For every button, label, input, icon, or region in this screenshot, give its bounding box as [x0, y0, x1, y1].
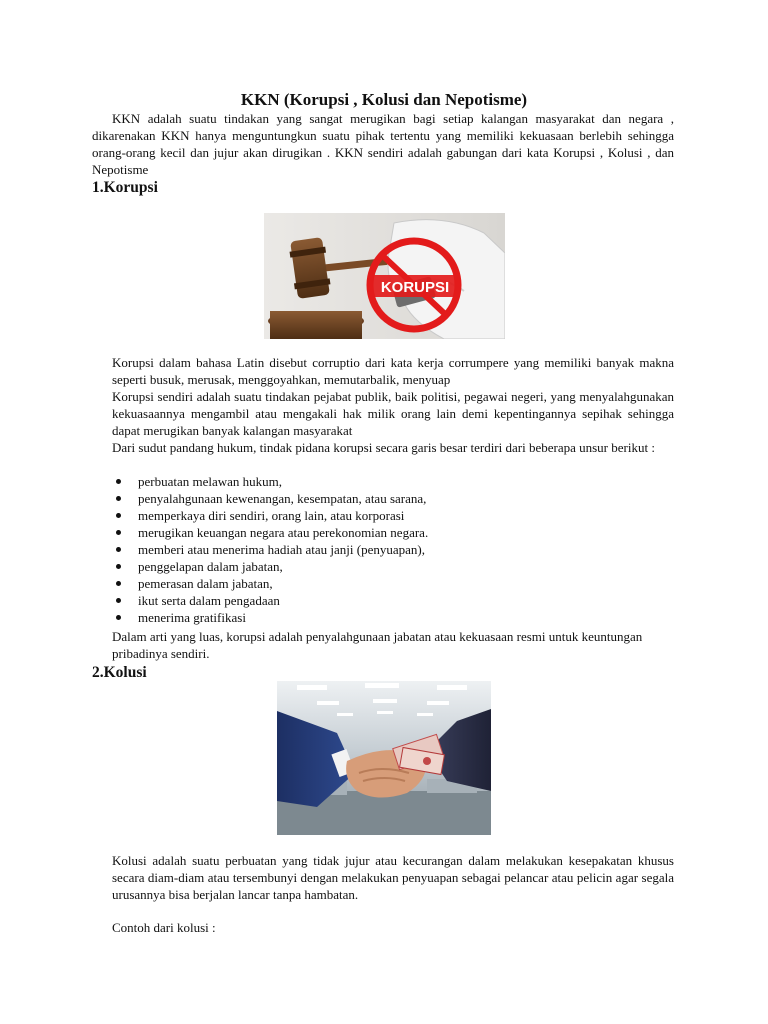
bullet-icon	[116, 598, 121, 603]
korupsi-elements-list	[112, 473, 672, 626]
kolusi-handshake-photo	[277, 681, 491, 835]
list-item-text: memperkaya diri sendiri, orang lain, atau korporasi	[138, 508, 405, 523]
bullet-icon	[116, 547, 121, 552]
list-item-text: pemerasan dalam jabatan,	[138, 576, 273, 591]
bullet-icon	[116, 479, 121, 484]
kolusi-paragraph-2: Contoh dari kolusi :	[112, 920, 216, 935]
list-item-text: penggelapan dalam jabatan,	[138, 559, 283, 574]
list-item	[112, 524, 672, 541]
list-item	[112, 473, 672, 490]
list-item-text: menerima gratifikasi	[138, 610, 246, 625]
list-item-text: ikut serta dalam pengadaan	[138, 593, 280, 608]
bullet-icon	[116, 513, 121, 518]
section-heading-kolusi: 2.Kolusi	[92, 664, 147, 681]
list-item	[112, 541, 672, 558]
list-item	[112, 592, 672, 609]
korupsi-paragraph-4: Dalam arti yang luas, korupsi adalah penyalahgunaan jabatan atau kekuasaan resmi untuk keuntungan pribadinya sendiri.	[112, 629, 643, 661]
bullet-icon	[116, 530, 121, 535]
list-item	[112, 609, 672, 626]
korupsi-label-text: KORUPSI	[380, 279, 450, 296]
list-item-text: penyalahgunaan kewenangan, kesempatan, atau sarana,	[138, 491, 427, 506]
list-item-text: merugikan keuangan negara atau perekonomian negara.	[138, 525, 429, 540]
korupsi-paragraph-2: Korupsi sendiri adalah suatu tindakan pejabat publik, baik politisi, pegawai negeri, yang menyalahgunakan kekuasaannya mengambil atau mengakali hak milik orang lain demi kepentingannya sepihak sehingga dapat merugikan banyak kalangan masyarakat	[112, 389, 674, 438]
bullet-icon	[116, 564, 121, 569]
list-item-text: perbuatan melawan hukum,	[138, 474, 283, 489]
document-title: KKN (Korupsi , Kolusi dan Nepotisme)	[240, 90, 528, 109]
list-item-text: memberi atau menerima hadiah atau janji (penyuapan),	[138, 542, 425, 557]
list-item	[112, 575, 672, 592]
section-heading-korupsi: 1.Korupsi	[92, 179, 158, 196]
intro-paragraph: KKN adalah suatu tindakan yang sangat merugikan bagi setiap kalangan masyarakat dan negara , dikarenakan KKN hanya menguntungkun suatu pihak tertentu yang memiliki kekuasaan berlebih sehingga orang-orang kecil dan jujur akan dirugikan . KKN sendiri adalah gabungan dari kata Korupsi , Kolusi , dan Nepotisme	[92, 111, 674, 177]
korupsi-paragraph-1: Korupsi dalam bahasa Latin disebut corruptio dari kata kerja corrumpere yang memiliki banyak makna seperti busuk, merusak, menggoyahkan, memutarbalik, menyuap	[112, 355, 674, 387]
kolusi-paragraph-1: Kolusi adalah suatu perbuatan yang tidak jujur atau kecurangan dalam melakukan kesepakatan khusus secara diam-diam atau tersembunyi dengan melakukan penyuapan sebagai pelancar atau pelicin agar segala urusannya bisa berjalan lancar tanpa hambatan.	[112, 853, 674, 902]
bullet-icon	[116, 581, 121, 586]
korupsi-paragraph-3: Dari sudut pandang hukum, tindak pidana korupsi secara garis besar terdiri dari beberapa unsur berikut :	[112, 440, 655, 455]
list-item	[112, 490, 672, 507]
list-item	[112, 558, 672, 575]
bullet-icon	[116, 496, 121, 501]
list-item	[112, 507, 672, 524]
bullet-icon	[116, 615, 121, 620]
korupsi-illustration	[264, 213, 505, 339]
